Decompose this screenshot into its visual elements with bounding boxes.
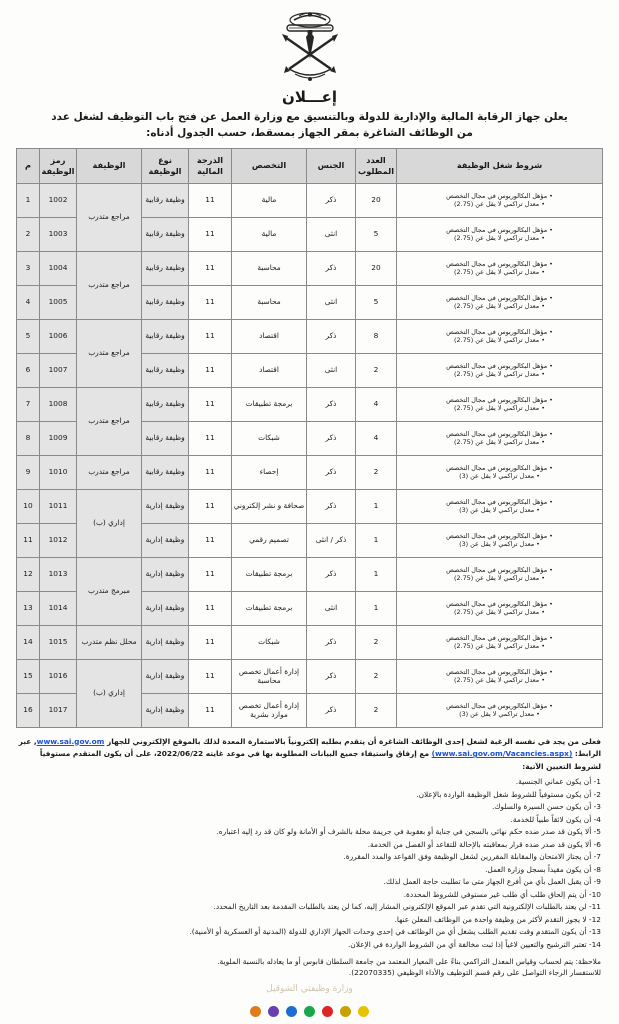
cell-job: مراجع متدرب bbox=[77, 319, 142, 387]
cell-count: 4 bbox=[356, 387, 397, 421]
cell-gender: انثى bbox=[307, 353, 356, 387]
cell-specialty: صحافة و نشر إلكتروني bbox=[232, 489, 307, 523]
th-specialty: التخصص bbox=[232, 148, 307, 183]
cell-grade: 11 bbox=[189, 183, 232, 217]
cell-job-code: 1009 bbox=[40, 421, 77, 455]
cell-job-type: وظيفة رقابية bbox=[142, 183, 189, 217]
cell-grade: 11 bbox=[189, 625, 232, 659]
cell-conditions: • مؤهل البكالوريوس في مجال التخصص • معدل تراكمي لا يقل عن (2.75) bbox=[397, 387, 603, 421]
cell-job-code: 1004 bbox=[40, 251, 77, 285]
cell-number: 13 bbox=[17, 591, 40, 625]
cell-specialty: مالية bbox=[232, 217, 307, 251]
cell-specialty: شبكات bbox=[232, 421, 307, 455]
condition-item: 1- أن يكون عماني الجنسية. bbox=[515, 777, 601, 787]
cell-count: 1 bbox=[356, 591, 397, 625]
cell-job: مراجع متدرب bbox=[77, 455, 142, 489]
cell-conditions: • مؤهل البكالوريوس في مجال التخصص • معدل تراكمي لا يقل عن (3) bbox=[397, 489, 603, 523]
cell-job: محلل نظم متدرب bbox=[77, 625, 142, 659]
condition-item: 8- أن يكون مقيداً بسجل وزارة العمل. bbox=[485, 864, 601, 874]
cell-number: 11 bbox=[17, 523, 40, 557]
table-row bbox=[17, 319, 603, 353]
cell-job-type: وظيفة رقابية bbox=[142, 353, 189, 387]
decor-dot bbox=[340, 1006, 351, 1017]
decor-dot bbox=[304, 1006, 315, 1017]
cell-conditions: • مؤهل البكالوريوس في مجال التخصص • معدل تراكمي لا يقل عن (2.75) bbox=[397, 625, 603, 659]
decor-dot bbox=[286, 1006, 297, 1017]
jobs-table-head bbox=[17, 148, 603, 183]
cell-job: مراجع متدرب bbox=[77, 387, 142, 455]
cell-gender: ذكر / انثى bbox=[307, 523, 356, 557]
intro-line-1: يعلن جهاز الرقابة المالية والإدارية للدولة وبالتنسيق مع وزارة العمل عن فتح باب التوظيف لشغل عدد bbox=[51, 111, 568, 123]
cell-count: 5 bbox=[356, 217, 397, 251]
cell-job-code: 1010 bbox=[40, 455, 77, 489]
cell-grade: 11 bbox=[189, 523, 232, 557]
cell-job-code: 1005 bbox=[40, 285, 77, 319]
cell-grade: 11 bbox=[189, 353, 232, 387]
cell-specialty: تصميم رقمي bbox=[232, 523, 307, 557]
notes-footer bbox=[18, 956, 601, 980]
cell-job: مراجع متدرب bbox=[77, 183, 142, 251]
cell-number: 12 bbox=[17, 557, 40, 591]
condition-item: 11- لن يعتد بالطلبات الإلكترونية التي تقدم عبر الموقع الإلكتروني المشار إليه، كما لن يعتد بالطلبات المقدمة بعد التاريخ المحدد. bbox=[213, 902, 601, 912]
th-conditions: شروط شغل الوظيفة bbox=[397, 148, 603, 183]
th-gender: الجنس bbox=[307, 148, 356, 183]
cell-job-code: 1016 bbox=[40, 659, 77, 693]
cell-job-code: 1003 bbox=[40, 217, 77, 251]
cell-number: 5 bbox=[17, 319, 40, 353]
cell-specialty: اقتصاد bbox=[232, 353, 307, 387]
cell-number: 2 bbox=[17, 217, 40, 251]
condition-item: 3- أن يكون حسن السيرة والسلوك. bbox=[491, 802, 601, 812]
cell-gender: ذكر bbox=[307, 489, 356, 523]
cell-job-code: 1007 bbox=[40, 353, 77, 387]
cell-job-type: وظيفة رقابية bbox=[142, 387, 189, 421]
condition-item: 2- أن يكون مستوفياً للشروط شغل الوظيفة الواردة بالإعلان. bbox=[416, 789, 601, 799]
vacancies-page-link[interactable]: (www.sai.gov.om/Vacancies.aspx) bbox=[431, 749, 573, 759]
cell-count: 1 bbox=[356, 489, 397, 523]
table-header-row bbox=[17, 148, 603, 183]
cell-job-code: 1002 bbox=[40, 183, 77, 217]
cell-gender: ذكر bbox=[307, 251, 356, 285]
cell-grade: 11 bbox=[189, 455, 232, 489]
cell-job-code: 1011 bbox=[40, 489, 77, 523]
cell-number: 9 bbox=[17, 455, 40, 489]
cell-specialty: إدارة أعمال تخصص موارد بشرية bbox=[232, 693, 307, 727]
th-number: م bbox=[17, 148, 40, 183]
cell-grade: 11 bbox=[189, 217, 232, 251]
cell-gender: ذكر bbox=[307, 557, 356, 591]
cell-number: 16 bbox=[17, 693, 40, 727]
cell-conditions: • مؤهل البكالوريوس في مجال التخصص • معدل تراكمي لا يقل عن (2.75) bbox=[397, 659, 603, 693]
cell-grade: 11 bbox=[189, 591, 232, 625]
cell-job-code: 1008 bbox=[40, 387, 77, 421]
table-row bbox=[17, 489, 603, 523]
cell-number: 4 bbox=[17, 285, 40, 319]
cell-conditions: • مؤهل البكالوريوس في مجال التخصص • معدل تراكمي لا يقل عن (2.75) bbox=[397, 217, 603, 251]
cell-grade: 11 bbox=[189, 489, 232, 523]
decor-dot bbox=[250, 1006, 261, 1017]
sai-website-link[interactable]: www.sai.gov.om bbox=[36, 736, 105, 746]
cell-count: 5 bbox=[356, 285, 397, 319]
decor-dot bbox=[268, 1006, 279, 1017]
cell-number: 15 bbox=[17, 659, 40, 693]
cell-number: 8 bbox=[17, 421, 40, 455]
instructions-part-b: , عبر الرابط: bbox=[18, 736, 601, 759]
th-job-type: نوع الوظيفة bbox=[142, 148, 189, 183]
cell-specialty: إحصاء bbox=[232, 455, 307, 489]
cell-conditions: • مؤهل البكالوريوس في مجال التخصص • معدل تراكمي لا يقل عن (2.75) bbox=[397, 319, 603, 353]
cell-gender: انثى bbox=[307, 217, 356, 251]
condition-item: 6- ألا يكون قد صدر ضده قرار بمعاقبته بالإحالة للتقاعد أو الفصل من الخدمة. bbox=[367, 839, 601, 849]
page-title: إعـــلان bbox=[282, 88, 337, 106]
condition-item: 7- أن يجتاز الامتحان والمقابلة المقررين لشغل الوظيفة وفق القواعد والمدد المقررة. bbox=[343, 852, 601, 862]
th-grade: الدرجة المالية bbox=[189, 148, 232, 183]
cell-job-type: وظيفة إدارية bbox=[142, 591, 189, 625]
cell-grade: 11 bbox=[189, 557, 232, 591]
cell-gender: ذكر bbox=[307, 693, 356, 727]
cell-grade: 11 bbox=[189, 659, 232, 693]
table-row bbox=[17, 387, 603, 421]
cell-job-type: وظيفة رقابية bbox=[142, 421, 189, 455]
table-row bbox=[17, 183, 603, 217]
cell-number: 1 bbox=[17, 183, 40, 217]
gpa-note: ملاحظة: يتم لحساب وقياس المعدل التراكمي بناءً على المعيار المعتمد من جامعة السلطان قابوس أو ما يعادله بالنسبة الملوية. bbox=[217, 956, 601, 966]
instructions-part-c: مع إرفاق واستيفاء جميع البيانات المطلوبة بها في موعد غايته 2022/06/22، على أن يكون المتقدم مستوفياً لشروط التعيين الآتية: bbox=[39, 749, 601, 771]
cell-count: 4 bbox=[356, 421, 397, 455]
cell-specialty: برمجة تطبيقات bbox=[232, 387, 307, 421]
cell-gender: ذكر bbox=[307, 455, 356, 489]
cell-job-code: 1006 bbox=[40, 319, 77, 353]
cell-specialty: محاسبة bbox=[232, 251, 307, 285]
cell-gender: ذكر bbox=[307, 421, 356, 455]
cell-job-code: 1014 bbox=[40, 591, 77, 625]
condition-item: 4- أن يكون لائقاً طبياً للخدمة. bbox=[510, 814, 601, 824]
cell-specialty: مالية bbox=[232, 183, 307, 217]
cell-count: 20 bbox=[356, 183, 397, 217]
cell-conditions: • مؤهل البكالوريوس في مجال التخصص • معدل تراكمي لا يقل عن (3) bbox=[397, 693, 603, 727]
cell-specialty: برمجة تطبيقات bbox=[232, 557, 307, 591]
cell-job-type: وظيفة إدارية bbox=[142, 523, 189, 557]
application-instructions bbox=[18, 736, 601, 774]
cell-conditions: • مؤهل البكالوريوس في مجال التخصص • معدل تراكمي لا يقل عن (3) bbox=[397, 523, 603, 557]
cell-gender: ذكر bbox=[307, 183, 356, 217]
jobs-table bbox=[16, 148, 603, 728]
cell-job: مبرمج متدرب bbox=[77, 557, 142, 625]
cell-job-code: 1012 bbox=[40, 523, 77, 557]
jobs-table-container bbox=[0, 148, 619, 728]
cell-grade: 11 bbox=[189, 693, 232, 727]
cell-job-type: وظيفة إدارية bbox=[142, 693, 189, 727]
th-count: العدد المطلوب bbox=[356, 148, 397, 183]
emblem-container bbox=[0, 0, 619, 86]
cell-conditions: • مؤهل البكالوريوس في مجال التخصص • معدل تراكمي لا يقل عن (2.75) bbox=[397, 251, 603, 285]
table-row bbox=[17, 455, 603, 489]
cell-conditions: • مؤهل البكالوريوس في مجال التخصص • معدل تراكمي لا يقل عن (2.75) bbox=[397, 591, 603, 625]
condition-item: 5- ألا يكون قد صدر ضده حكم نهائي بالسجن في جناية أو بعقوبة في جريمة مخلة بالشرف أو الأمانة ولو كان قد رد إليه اعتباره. bbox=[216, 827, 601, 837]
cell-job-type: وظيفة إدارية bbox=[142, 489, 189, 523]
condition-item: 12- لا يجوز التقدم لأكثر من وظيفة واحدة من الوظائف المعلن عنها. bbox=[394, 914, 601, 924]
cell-conditions: • مؤهل البكالوريوس في مجال التخصص • معدل تراكمي لا يقل عن (2.75) bbox=[397, 557, 603, 591]
table-row bbox=[17, 625, 603, 659]
cell-grade: 11 bbox=[189, 387, 232, 421]
cell-count: 2 bbox=[356, 455, 397, 489]
cell-gender: ذكر bbox=[307, 625, 356, 659]
instructions-part-a: فعلى من يجد في نفسه الرغبة لشغل إحدى الوظائف الشاغرة أن يتقدم بطلبه إلكترونياً بالاستمارة المعدة لذلك بالموقع الإلكتروني للجهاز bbox=[106, 736, 601, 746]
oman-national-emblem-icon bbox=[273, 11, 347, 83]
table-row bbox=[17, 659, 603, 693]
cell-number: 6 bbox=[17, 353, 40, 387]
cell-job-code: 1015 bbox=[40, 625, 77, 659]
condition-item: 10- أن يتم إلحاق طلب أي طلب غير مستوفي للشروط المحددة. bbox=[403, 889, 601, 899]
cell-number: 14 bbox=[17, 625, 40, 659]
cell-grade: 11 bbox=[189, 319, 232, 353]
decorative-color-dots bbox=[0, 998, 619, 1024]
cell-specialty: اقتصاد bbox=[232, 319, 307, 353]
appointment-conditions-list bbox=[18, 776, 601, 950]
cell-gender: ذكر bbox=[307, 387, 356, 421]
condition-item: 13- أن يكون المتقدم وقت تقديم الطلب يشغل أي من الوظائف في إحدى وحدات الجهاز الإداري للدولة (المدنية أو العسكرية أو الأمنية). bbox=[189, 927, 601, 937]
th-job-code: رمز الوظيفة bbox=[40, 148, 77, 183]
cell-count: 1 bbox=[356, 523, 397, 557]
condition-item: 9- أن يقبل العمل بأي من أفرع الجهاز متى ما تطلبت حاجة العمل لذلك. bbox=[383, 877, 601, 887]
cell-number: 3 bbox=[17, 251, 40, 285]
cell-job-type: وظيفة إدارية bbox=[142, 625, 189, 659]
cell-job-code: 1013 bbox=[40, 557, 77, 591]
intro-line-2: من الوظائف الشاغرة بمقر الجهاز بمسقط، حسب الجدول أدناه: bbox=[146, 126, 473, 139]
cell-job-type: وظيفة رقابية bbox=[142, 251, 189, 285]
cell-job: مراجع متدرب bbox=[77, 251, 142, 319]
cell-conditions: • مؤهل البكالوريوس في مجال التخصص • معدل تراكمي لا يقل عن (2.75) bbox=[397, 421, 603, 455]
cell-specialty: برمجة تطبيقات bbox=[232, 591, 307, 625]
cell-grade: 11 bbox=[189, 421, 232, 455]
cell-job-type: وظيفة إدارية bbox=[142, 659, 189, 693]
table-row bbox=[17, 557, 603, 591]
decor-dot bbox=[322, 1006, 333, 1017]
announcement-intro bbox=[0, 110, 619, 142]
th-job: الوظيفة bbox=[77, 148, 142, 183]
cell-count: 2 bbox=[356, 353, 397, 387]
cell-job: إداري (ب) bbox=[77, 659, 142, 727]
jobs-table-body bbox=[17, 183, 603, 727]
cell-gender: ذكر bbox=[307, 319, 356, 353]
watermark-text: وزارة وظيفتي الشوقيل bbox=[266, 984, 353, 994]
cell-count: 20 bbox=[356, 251, 397, 285]
cell-conditions: • مؤهل البكالوريوس في مجال التخصص • معدل تراكمي لا يقل عن (3) bbox=[397, 455, 603, 489]
cell-conditions: • مؤهل البكالوريوس في مجال التخصص • معدل تراكمي لا يقل عن (2.75) bbox=[397, 285, 603, 319]
cell-grade: 11 bbox=[189, 251, 232, 285]
cell-gender: انثى bbox=[307, 285, 356, 319]
cell-count: 2 bbox=[356, 659, 397, 693]
cell-job-type: وظيفة رقابية bbox=[142, 455, 189, 489]
cell-job-type: وظيفة رقابية bbox=[142, 319, 189, 353]
cell-job-type: وظيفة رقابية bbox=[142, 217, 189, 251]
cell-specialty: محاسبة bbox=[232, 285, 307, 319]
cell-count: 1 bbox=[356, 557, 397, 591]
condition-item: 14- تعتبر الترشيح والتعيين لاغياً إذا ثبت مخالفة أي من الشروط الواردة في الإعلان. bbox=[347, 939, 601, 949]
cell-specialty: إدارة أعمال تخصص محاسبة bbox=[232, 659, 307, 693]
cell-conditions: • مؤهل البكالوريوس في مجال التخصص • معدل تراكمي لا يقل عن (2.75) bbox=[397, 183, 603, 217]
decor-dot bbox=[358, 1006, 369, 1017]
cell-number: 7 bbox=[17, 387, 40, 421]
cell-job-type: وظيفة إدارية bbox=[142, 557, 189, 591]
cell-conditions: • مؤهل البكالوريوس في مجال التخصص • معدل تراكمي لا يقل عن (2.75) bbox=[397, 353, 603, 387]
notes-section bbox=[0, 728, 619, 980]
cell-grade: 11 bbox=[189, 285, 232, 319]
cell-count: 2 bbox=[356, 625, 397, 659]
cell-job-code: 1017 bbox=[40, 693, 77, 727]
cell-gender: انثى bbox=[307, 591, 356, 625]
cell-count: 8 bbox=[356, 319, 397, 353]
cell-number: 10 bbox=[17, 489, 40, 523]
cell-specialty: شبكات bbox=[232, 625, 307, 659]
cell-job-type: وظيفة رقابية bbox=[142, 285, 189, 319]
cell-gender: ذكر bbox=[307, 659, 356, 693]
cell-job: إداري (ب) bbox=[77, 489, 142, 557]
table-row bbox=[17, 251, 603, 285]
cell-count: 2 bbox=[356, 693, 397, 727]
contact-note: للاستفسار الرجاء التواصل على رقم قسم التوظيف والأداء الوظيفي (22070335). bbox=[348, 968, 601, 978]
